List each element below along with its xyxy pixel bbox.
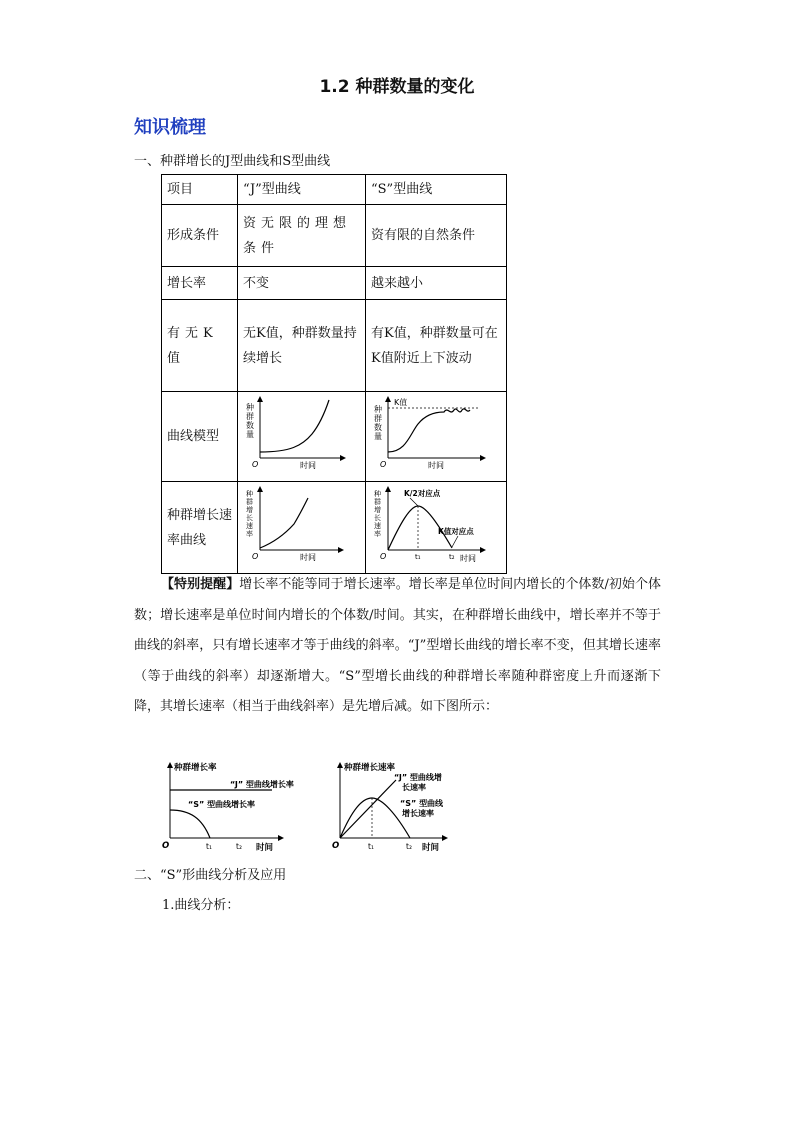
- reminder-lead: 【特别提醒】: [161, 577, 240, 592]
- j-curve-label-line2: 长速率: [402, 783, 426, 792]
- s-curve-label: “S” 型曲线增长率: [188, 800, 256, 809]
- y-axis-label-char: 数: [246, 421, 254, 430]
- y-axis-label-char: 长: [246, 514, 253, 522]
- table-header-cell: “S”型曲线: [366, 175, 507, 205]
- y-axis-label-char: 率: [246, 530, 253, 538]
- origin-label: O: [380, 552, 387, 561]
- j-curve: [260, 400, 329, 452]
- t1-label: t₁: [415, 553, 421, 561]
- heading-s-curve-analysis: 二、“S”形曲线分析及应用: [134, 868, 287, 883]
- reminder-body: 增长率不能等同于增长速率。增长率是单位时间内增长的个体数/初始个体数；增长速率是单位时间内增长的个体数/时间。其实，在种群增长曲线中，增长率并不等于曲线的斜率，只有增长速率才等于曲线的斜率。“J”型增长曲线的增长率不变，但其增长速率（等于曲线的斜率）却逐渐增大。“S”型增长曲线的种群增长率随种群密度上升而逐渐下降，其增长速率（相当于曲线斜率）是先增后减。如下图所示：: [134, 577, 661, 714]
- y-axis-label-char: 率: [374, 530, 381, 538]
- row-label: 形成条件: [162, 205, 238, 267]
- y-axis-arrow: [337, 762, 343, 768]
- y-axis-label-char: 长: [374, 514, 381, 522]
- x-axis-arrow: [442, 835, 448, 841]
- table-row: [162, 392, 507, 482]
- table-cell: 无K值，种群数量持续增长: [238, 300, 366, 392]
- table-row: [162, 482, 507, 574]
- x-axis-label: 时间: [300, 461, 316, 470]
- row-label: 曲线模型: [162, 392, 238, 482]
- y-axis-arrow: [167, 762, 173, 768]
- j-model-chart-cell: [238, 392, 366, 482]
- table-header-cell: 项目: [162, 175, 238, 205]
- s-curve-label-line2: 增长速率: [402, 809, 434, 818]
- y-axis-arrow: [257, 396, 263, 402]
- origin-label: O: [252, 552, 259, 561]
- x-axis-arrow: [480, 455, 486, 461]
- x-axis-label: 时间: [428, 461, 444, 470]
- x-axis-label: 时间: [460, 554, 476, 562]
- origin-label: O: [332, 841, 340, 851]
- s-model-chart-cell: [366, 392, 507, 482]
- table-cell: 越来越小: [366, 267, 507, 300]
- s-rate-curve: [170, 810, 210, 838]
- y-axis-arrow: [257, 486, 263, 492]
- heading-curve-analysis: 1.曲线分析：: [162, 898, 240, 913]
- comparison-table: [161, 174, 507, 574]
- y-axis-label-char: 速: [246, 522, 253, 530]
- x-axis-label: 时间: [422, 843, 440, 853]
- x-axis-label: 时间: [256, 843, 274, 853]
- section-heading: 知识梳理: [134, 117, 206, 138]
- page-title: 1.2 种群数量的变化: [319, 77, 475, 97]
- table-header-row: [162, 175, 507, 205]
- s-rate-chart-cell: [366, 482, 507, 574]
- growth-comparison-figures: [160, 758, 460, 856]
- row-label: 增长率: [162, 267, 238, 300]
- k-value-label: K值: [394, 398, 408, 407]
- k-point-label: K值对应点: [438, 527, 474, 536]
- y-axis-label: 种群增长率: [174, 763, 217, 773]
- y-axis-label-char: 种: [246, 490, 253, 498]
- s-curve: [388, 409, 470, 452]
- y-axis-label-char: 群: [246, 412, 254, 421]
- x-axis-arrow: [340, 455, 346, 461]
- y-axis-label-char: 增: [246, 506, 253, 514]
- x-axis-arrow: [480, 547, 486, 553]
- table-row: [162, 300, 507, 392]
- y-axis-arrow: [385, 396, 391, 402]
- peak-label: K/2对应点: [404, 489, 441, 498]
- y-axis-arrow: [385, 486, 391, 492]
- s-curve-model-chart: [368, 394, 498, 470]
- heading-j-s-curves: 一、种群增长的J型曲线和S型曲线: [134, 154, 331, 169]
- j-curve-label: “J” 型曲线增长率: [230, 780, 294, 789]
- y-axis-label-char: 种: [246, 403, 254, 412]
- j-rate-curve: [260, 498, 308, 548]
- k-leader: [452, 536, 458, 547]
- row-label: 种群增长速率曲线: [162, 482, 238, 574]
- y-axis-label-char: 群: [246, 498, 253, 506]
- table-cell: 不变: [238, 267, 366, 300]
- peak-leader: [410, 498, 418, 506]
- t1-label: t₁: [206, 842, 212, 851]
- j-curve-label: “J” 型曲线增: [394, 773, 442, 782]
- y-axis-label: 种群增长速率: [344, 763, 396, 773]
- t1-label: t₁: [368, 842, 374, 851]
- y-axis-label-char: 量: [374, 432, 382, 441]
- y-axis-label-char: 群: [374, 414, 382, 423]
- t2-label: t₂: [236, 842, 242, 851]
- table-row: [162, 205, 507, 267]
- s-growth-rate-chart: [368, 484, 502, 562]
- y-axis-label-char: 种: [374, 405, 382, 414]
- t2-label: t₂: [406, 842, 412, 851]
- x-axis-label: 时间: [300, 553, 316, 562]
- table-row: [162, 267, 507, 300]
- y-axis-label-char: 种: [374, 490, 381, 498]
- origin-label: O: [380, 460, 387, 469]
- x-axis-arrow: [278, 835, 284, 841]
- origin-label: O: [162, 841, 170, 851]
- table-cell: 有K值，种群数量可在K值附近上下波动: [366, 300, 507, 392]
- y-axis-label-char: 数: [374, 423, 382, 432]
- x-axis-arrow: [338, 547, 344, 553]
- special-reminder-paragraph: [134, 570, 661, 723]
- table-cell: 资无限的理想条件: [238, 205, 366, 267]
- j-speed-line: [340, 780, 396, 838]
- growth-rate-figure: [162, 762, 294, 853]
- growth-speed-figure: [332, 762, 448, 853]
- y-axis-label-char: 量: [246, 430, 254, 439]
- y-axis-label-char: 速: [374, 522, 381, 530]
- s-curve-label: “S” 型曲线: [400, 799, 444, 808]
- t2-label: t₂: [449, 553, 455, 561]
- table-cell: 资有限的自然条件: [366, 205, 507, 267]
- y-axis-label-char: 增: [374, 506, 381, 514]
- table-header-cell: “J”型曲线: [238, 175, 366, 205]
- j-curve-model-chart: [240, 394, 350, 470]
- j-growth-rate-chart: [240, 484, 350, 562]
- y-axis-label-char: 群: [374, 498, 381, 506]
- j-rate-chart-cell: [238, 482, 366, 574]
- row-label: 有无K值: [162, 300, 238, 392]
- origin-label: O: [252, 460, 259, 469]
